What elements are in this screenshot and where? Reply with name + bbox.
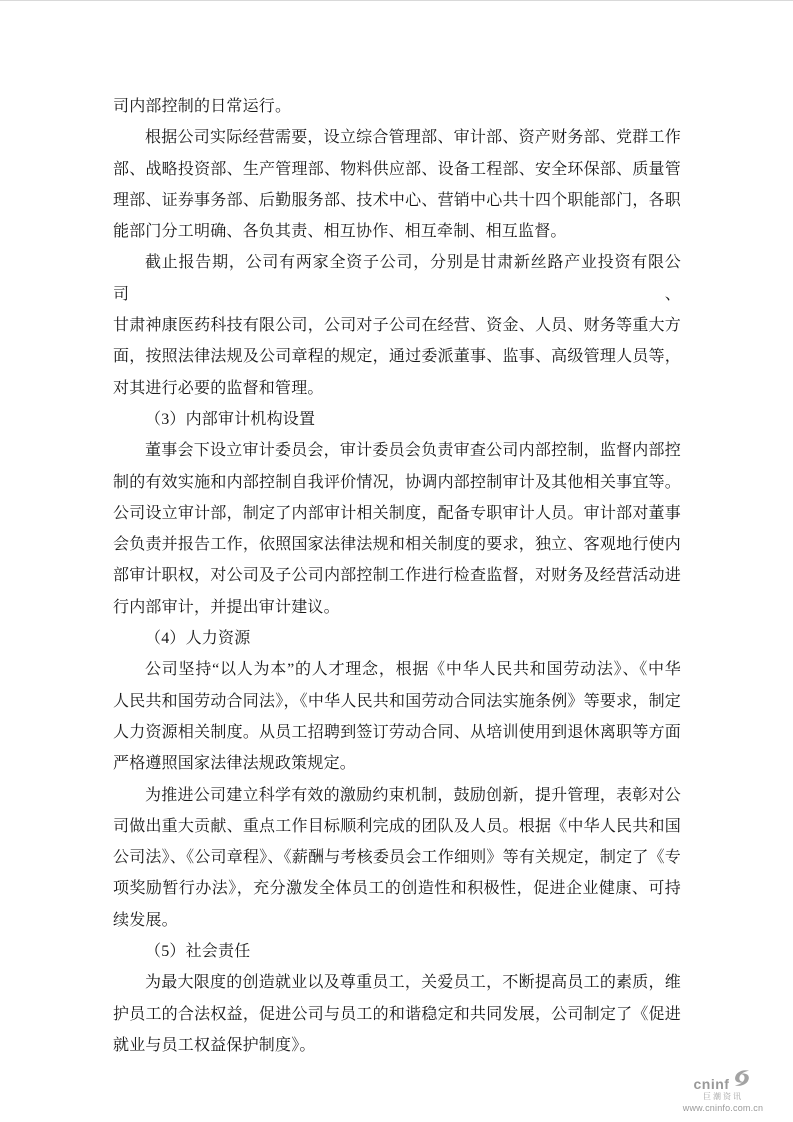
text-line: 护员工的合法权益，促进公司与员工的和谐稳定和共同发展，公司制定了《促进 xyxy=(113,1005,681,1023)
text-line: 对其进行必要的监督和管理。 xyxy=(113,379,324,397)
cninfo-brand-text: cninf xyxy=(693,1076,730,1092)
text-line: 公司坚持“以人为本”的人才理念，根据《中华人民共和国劳动法》、《中华 xyxy=(145,661,681,679)
text-line: 严格遵照国家法律法规政策规定。 xyxy=(113,755,357,773)
text-line: 甘肃神康医药科技有限公司，公司对子公司在经营、资金、人员、财务等重大方 xyxy=(113,317,681,335)
text-line: 截止报告期，公司有两家全资子公司，分别是甘肃新丝路产业投资有限公司、 xyxy=(113,254,681,303)
text-line: 司内部控制的日常运行。 xyxy=(113,98,292,115)
text-line: 司做出重大贡献、重点工作目标顺利完成的团队及人员。根据《中华人民共和国 xyxy=(113,817,681,835)
text-line: 根据公司实际经营需要，设立综合管理部、审计部、资产财务部、党群工作 xyxy=(145,129,681,147)
cninfo-logo xyxy=(667,1071,779,1113)
text-line: 项奖励暂行办法》，充分激发全体员工的创造性和积极性，促进企业健康、可持 xyxy=(113,880,681,898)
text-line: 为最大限度的创造就业以及尊重员工，关爱员工，不断提高员工的素质，维 xyxy=(145,974,681,992)
text-line: 为推进公司建立科学有效的激励约束机制，鼓励创新，提升管理，表彰对公 xyxy=(145,786,681,804)
text-line: 制的有效实施和内部控制自我评价情况，协调内部控制审计及其他相关事宜等。 xyxy=(113,473,681,491)
text-line: 理部、证券事务部、后勤服务部、技术中心、营销中心共十四个职能部门，各职 xyxy=(113,191,681,209)
text-line: 部、战略投资部、生产管理部、物料供应部、设备工程部、安全环保部、质量管 xyxy=(113,160,681,178)
text-line: 人民共和国劳动合同法》，《中华人民共和国劳动合同法实施条例》等要求，制定 xyxy=(113,692,681,710)
text-line: 人力资源相关制度。从员工招聘到签订劳动合同、从培训使用到退休离职等方面 xyxy=(113,723,681,741)
text-line: 面，按照法律法规及公司章程的规定，通过委派董事、监事、高级管理人员等， xyxy=(113,348,681,366)
cninfo-website: www.cninfo.com.cn xyxy=(682,1103,764,1113)
text-line: 续发展。 xyxy=(113,911,178,929)
text-line: 能部门分工明确、各负其责、相互协作、相互牵制、相互监督。 xyxy=(113,223,567,241)
text-line: 会负责并报告工作，依照国家法律法规和相关制度的要求，独立、客观地行使内 xyxy=(113,536,681,554)
cninfo-swirl-icon xyxy=(731,1069,752,1092)
text-line: 部审计职权，对公司及子公司内部控制工作进行检查监督，对财务及经营活动进 xyxy=(113,567,681,585)
section-heading: （5）社会责任 xyxy=(145,943,251,961)
cninfo-chinese-name: 巨潮资讯 xyxy=(703,1092,743,1101)
cninfo-logo-row xyxy=(667,1071,779,1091)
section-heading: （3）内部审计机构设置 xyxy=(145,410,316,428)
section-heading: （4）人力资源 xyxy=(145,630,251,648)
text-line: 公司法》、《公司章程》、《薪酬与考核委员会工作细则》等有关规定，制定了《专 xyxy=(113,849,681,867)
text-line: 公司设立审计部，制定了内部审计相关制度，配备专职审计人员。审计部对董事 xyxy=(113,504,681,522)
text-line: 董事会下设立审计委员会，审计委员会负责审查公司内部控制，监督内部控 xyxy=(145,442,681,460)
document-body xyxy=(113,91,681,1061)
text-line: 就业与员工权益保护制度》。 xyxy=(113,1036,316,1054)
text-line: 行内部审计，并提出审计建议。 xyxy=(113,598,340,616)
